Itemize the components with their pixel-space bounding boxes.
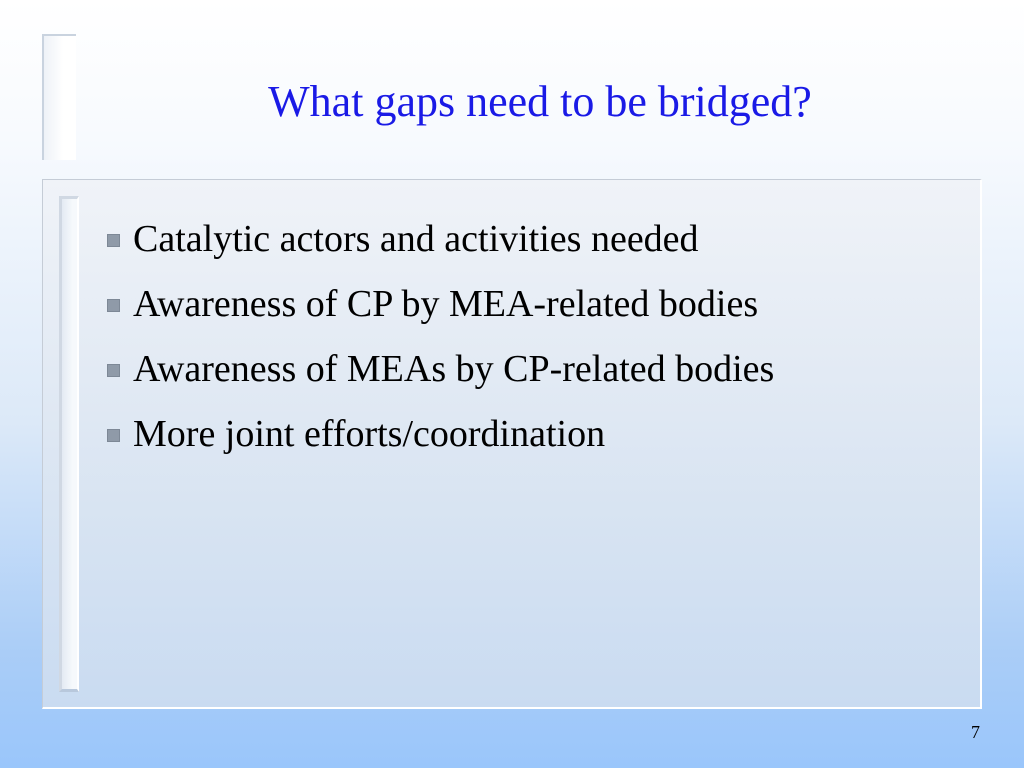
square-bullet-icon <box>107 234 120 247</box>
bullet-item <box>107 401 774 466</box>
bullet-item <box>107 336 774 401</box>
title-accent-bar <box>42 34 76 160</box>
bullet-text: Awareness of CP by MEA-related bodies <box>133 282 759 325</box>
bullet-list <box>107 206 774 466</box>
square-bullet-icon <box>107 364 120 377</box>
bullet-text: Catalytic actors and activities needed <box>133 217 699 260</box>
page-number: 7 <box>971 722 980 742</box>
square-bullet-icon <box>107 299 120 312</box>
slide-title: What gaps need to be bridged? <box>268 77 812 126</box>
content-panel <box>42 179 982 709</box>
square-bullet-icon <box>107 429 120 442</box>
bullet-item <box>107 206 774 271</box>
bullet-item <box>107 271 774 336</box>
content-accent-bar <box>59 196 79 692</box>
bullet-text: Awareness of MEAs by CP-related bodies <box>133 347 775 390</box>
bullet-text: More joint efforts/coordination <box>133 412 606 455</box>
